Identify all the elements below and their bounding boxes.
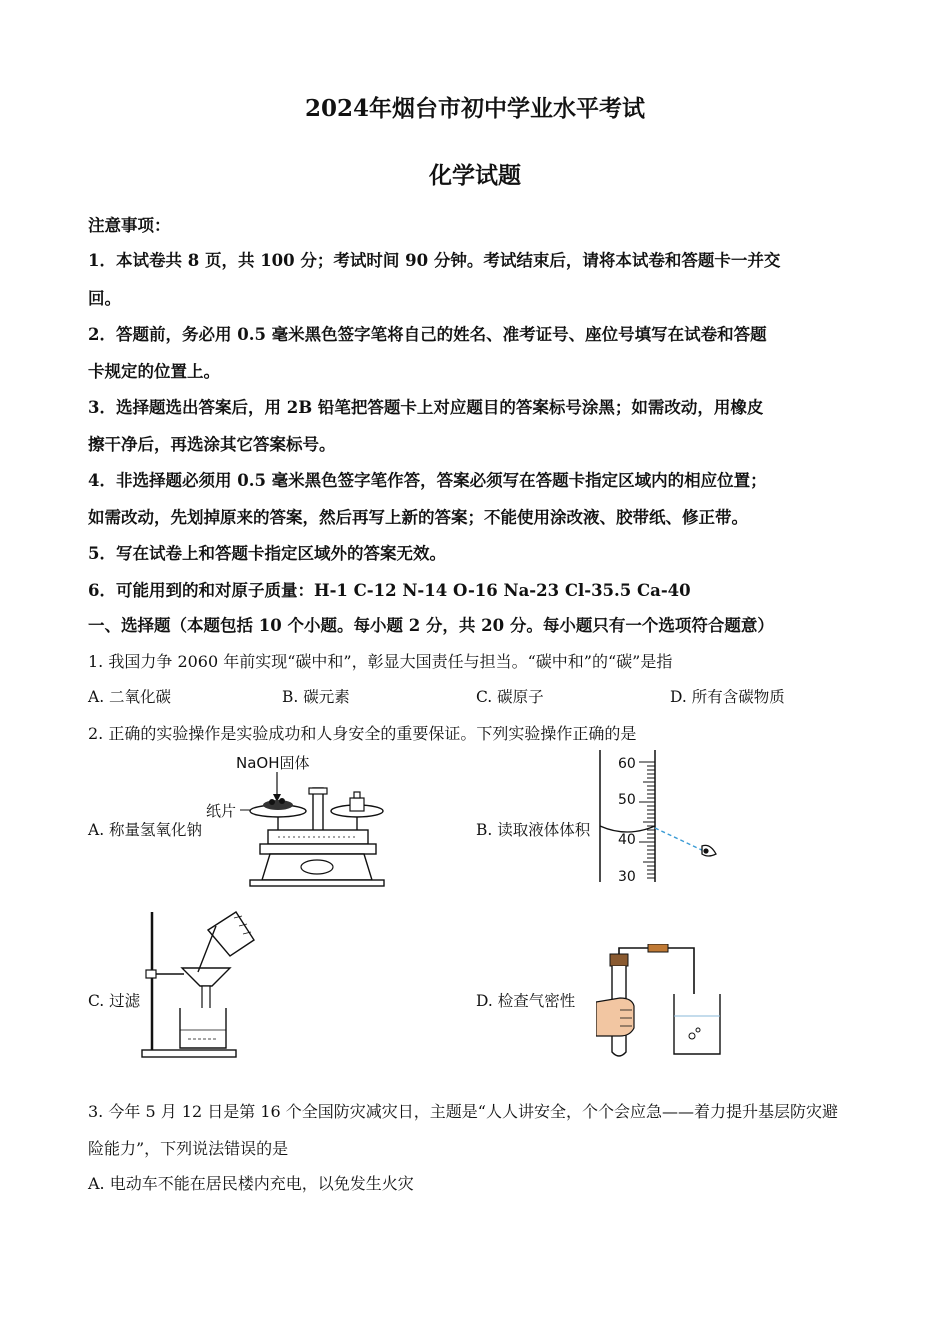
rubber-tube — [648, 944, 668, 952]
stand-base — [142, 1050, 236, 1057]
notice-line-6: 擦干净后，再选涂其它答案标号。 — [88, 435, 336, 454]
q2-option-a: A. 称量氢氧化钠 — [88, 821, 203, 839]
glass-rod — [198, 926, 216, 972]
page-title: 2024年烟台市初中学业水平考试 — [304, 95, 645, 122]
naoh-pile — [263, 800, 293, 810]
beaker-d — [674, 994, 720, 1054]
pouring-beaker — [208, 912, 254, 956]
cylinder-figure — [598, 750, 728, 885]
balance-figure — [200, 748, 395, 890]
page-subtitle: 化学试题 — [429, 162, 521, 189]
q2-option-c: C. 过滤 — [88, 992, 141, 1010]
notice-line-10: 6．可能用到的和对原子质量：H-1 C-12 N-14 O-16 Na-23 Cl-35.5 Ca-40 — [88, 581, 691, 600]
q3-stem-line-1: 3. 今年 5 月 12 日是第 16 个全国防灾减灾日，主题是“人人讲安全，个个会应急——着力提升基层防灾避 — [88, 1102, 838, 1121]
sight-line — [655, 828, 706, 852]
tick-label-60: 60 — [618, 756, 636, 772]
notice-heading: 注意事项： — [88, 216, 171, 235]
notice-line-5: 3．选择题选出答案后，用 2B 铅笔把答题卡上对应题目的答案标号涂黑；如需改动，用橡皮 — [88, 398, 764, 417]
tick-label-40: 40 — [618, 832, 636, 848]
paper-label: 纸片 — [206, 802, 237, 820]
notice-line-4: 卡规定的位置上。 — [88, 362, 220, 381]
naoh-label: NaOH固体 — [236, 754, 310, 772]
notice-line-1: 1．本试卷共 8 页，共 100 分；考试时间 90 分钟。考试结束后，请将本试卷和答题卡一并交 — [88, 251, 781, 270]
q2-option-d: D. 检查气密性 — [476, 992, 576, 1010]
notice-line-9: 5．写在试卷上和答题卡指定区域外的答案无效。 — [88, 544, 446, 563]
rubber-stopper — [610, 954, 628, 966]
q2-option-b: B. 读取液体体积 — [476, 821, 591, 839]
q3-option-a: A. 电动车不能在居民楼内充电，以免发生火灾 — [88, 1174, 414, 1193]
weight-icon — [350, 798, 364, 811]
airtightness-figure — [596, 944, 736, 1062]
tick-label-30: 30 — [618, 869, 636, 885]
section-heading: 一、选择题（本题包括 10 个小题。每小题 2 分，共 20 分。每小题只有一个选项符合题意） — [88, 616, 774, 635]
notice-line-7: 4．非选择题必须用 0.5 毫米黑色签字笔作答，答案必须写在答题卡指定区域内的相应位置； — [88, 471, 767, 490]
filtration-figure — [138, 908, 263, 1060]
q2-stem: 2. 正确的实验操作是实验成功和人身安全的重要保证。下列实验操作正确的是 — [88, 724, 637, 743]
notice-line-2: 回。 — [88, 289, 121, 308]
q1-option-b: B. 碳元素 — [282, 688, 350, 706]
notice-line-8: 如需改动，先划掉原来的答案，然后再写上新的答案；不能使用涂改液、胶带纸、修正带。 — [88, 508, 748, 527]
funnel — [182, 968, 230, 986]
beaker-c — [180, 1008, 226, 1048]
notice-line-3: 2．答题前，务必用 0.5 毫米黑色签字笔将自己的姓名、准考证号、座位号填写在试卷和答题 — [88, 325, 767, 344]
tick-label-50: 50 — [618, 792, 636, 808]
hand-icon — [596, 998, 634, 1036]
q1-option-d: D. 所有含碳物质 — [670, 688, 785, 706]
q1-stem: 1. 我国力争 2060 年前实现“碳中和”，彰显大国责任与担当。“碳中和”的“碳”是指 — [88, 652, 673, 671]
q3-stem-line-2: 险能力”，下列说法错误的是 — [88, 1139, 289, 1158]
q1-option-c: C. 碳原子 — [476, 688, 544, 706]
q1-option-a: A. 二氧化碳 — [88, 688, 172, 706]
